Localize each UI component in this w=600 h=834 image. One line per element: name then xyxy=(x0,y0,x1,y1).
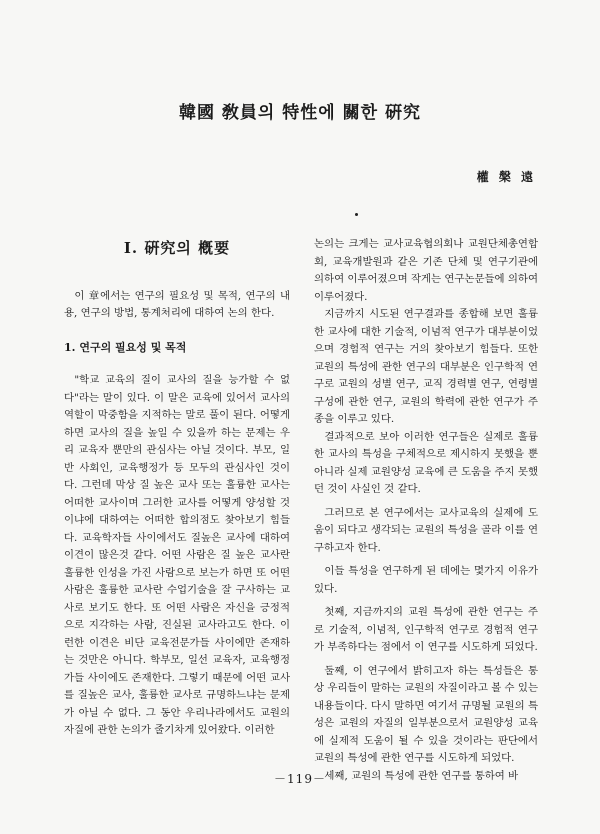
right-column xyxy=(314,236,538,781)
decorative-dot xyxy=(355,213,358,216)
left-column xyxy=(64,232,290,757)
body-paragraph: "학교 교육의 질이 교사의 질을 능가할 수 없다"라는 말이 있다. 이 말은 교육에 있어서 교사의 역할이 막중함을 지적하는 말로 풀이 된다. 어떻게 하면 교사의 질을 높일 수 있을까 하는 문제는 우리 교육자 뿐만의 관심사는 아닐 것이다. 부모, 일반 사회인, 교육행정가 등 모두의 관심사인 것이다. 그런데 막상 질 높은 교사 또는 훌륭한 교사는 어떠한 교사이며 그러한 교사를 어떻게 양성할 것이냐에 대하여는 어떠한 합의점도 찾아보기 힘들다. 교육학자들 사이에서도 질높은 교사에 대하여 이견이 많은것 같다. 어떤 사람은 질 높은 교사란 훌륭한 인성을 가진 사람으로 보는가 하면 또 어떤 사람은 훌륭한 교사란 수업기술을 잘 구사하는 교사로 보기도 한다. 또 어떤 사람은 자신을 긍정적으로 지각하는 사람, 진실된 교사라고도 한다. 이런한 이견은 비단 교육전문가들 사이에만 존재하는 것만은 아니다. 학부모, 일선 교육자, 교육행정가들 사이에도 존재한다. 그렇기 때문에 어떤 교사를 질높은 교사, 훌륭한 교사로 규명하느냐는 문제가 아닐 수 없다. 그 동안 우리나라에서도 교원의 자질에 관한 논의가 줄기차게 있어왔다. 이러한 xyxy=(64,374,290,736)
body-paragraph: 이들 특성을 연구하게 된 데에는 몇가지 이유가 있다. xyxy=(314,565,538,595)
body-paragraph: 첫째, 지금까지의 교원 특성에 관한 연구는 주로 기술적, 이념적, 인구학적 연구로 경험적 연구가 부족하다는 점에서 이 연구를 시도하게 되었다. xyxy=(314,606,538,653)
intro-paragraph: 이 章에서는 연구의 필요성 및 목적, 연구의 내용, 연구의 방법, 통계처리에 대하여 논의 한다. xyxy=(64,289,290,319)
author-name: 權 槃 遠 xyxy=(476,170,536,184)
page-number: －119－ xyxy=(274,772,326,786)
body-paragraph: 그러므로 본 연구에서는 교사교육의 실제에 도움이 되다고 생각되는 교원의 특성을 골라 이를 연구하고자 한다. xyxy=(314,506,538,554)
section-heading: Ⅰ. 硏究의 槪要 xyxy=(123,239,231,257)
body-paragraph: 둘째, 이 연구에서 밝히고자 하는 특성들은 통상 우리들이 말하는 교원의 자질이라고 볼 수 있는 내용들이다. 다시 말하면 여기서 규명될 교원의 특성은 교원의 자질의 일부분으로서 교원양성 교육에 실제적 도움이 될 수 있을 것이라는 판단에서 교원의 특성에 관한 연구를 시도하게 되었다. xyxy=(314,664,538,764)
body-paragraph: 논의는 크게는 교사교육협의회나 교원단체총연합회, 교육개발원과 같은 기존 단체 및 연구기관에 의하여 이루어졌으며 작게는 연구논문들에 의하여 이루어졌다. xyxy=(314,238,538,303)
paper-title: 韓國 敎員의 特性에 關한 硏究 xyxy=(179,103,421,123)
body-paragraph: 결과적으로 보아 이러한 연구들은 실제로 훌륭한 교사의 특성을 구체적으로 제시하지 못했을 뿐 아니라 실제 교원양성 교육에 큰 도움을 주지 못했던 것이 사실인 것 같다. xyxy=(314,430,538,495)
body-paragraph: 지금까지 시도된 연구결과를 종합해 보면 훌륭한 교사에 대한 기술적, 이념적 연구가 대부분이었으며 경험적 연구는 거의 찾아보기 힘들다. 또한 교원의 특성에 관한 연구의 대부분은 인구학적 연구로 교원의 성별 연구, 교직 경력별 연구, 연령별 구성에 관한 연구, 교원의 학력에 관한 연구가 주종을 이루고 있다. xyxy=(314,308,538,425)
body-paragraph: 세째, 교원의 특성에 관한 연구를 통하여 바 xyxy=(324,769,519,781)
subsection-heading: 1. 연구의 필요성 및 목적 xyxy=(64,340,187,354)
